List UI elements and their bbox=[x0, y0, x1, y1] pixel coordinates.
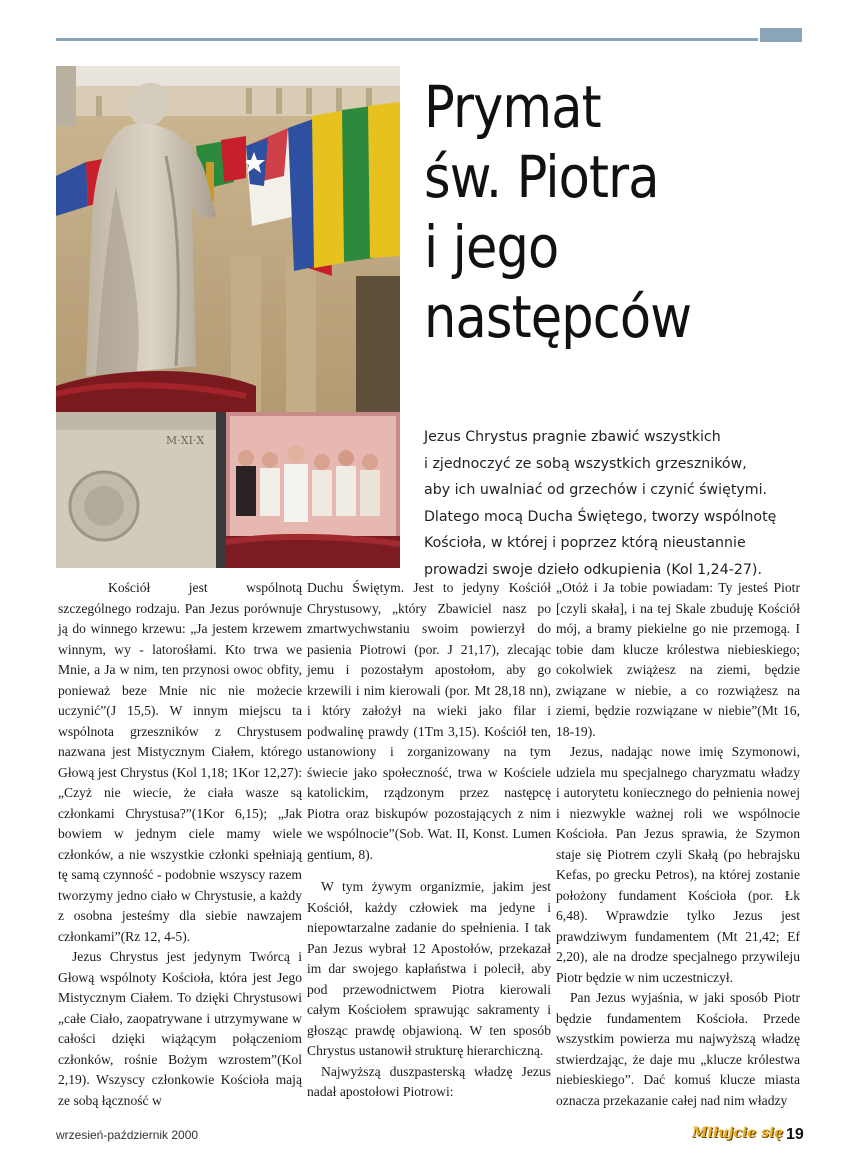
body-column-2 bbox=[307, 578, 551, 1103]
pedestal-inscription: M·XI·X bbox=[166, 434, 205, 447]
issue-date: wrzesień-październik 2000 bbox=[56, 1128, 199, 1142]
article-lead bbox=[424, 424, 804, 584]
title-line: św. Piotra bbox=[424, 143, 659, 211]
photo-st-peter-statue bbox=[56, 66, 400, 568]
magazine-logo: Miłujcie się bbox=[692, 1125, 784, 1141]
top-rule bbox=[56, 38, 758, 41]
title-line: i jego bbox=[424, 213, 559, 281]
paragraph: Najwyższą duszpasterską władzę Jezus nadał apostołowi Piotrowi: bbox=[307, 1063, 551, 1099]
lead-line: Jezus Chrystus pragnie zbawić wszystkich bbox=[424, 429, 721, 445]
paragraph: Kościół jest wspólnotą szczególnego rodzaju. Pan Jezus porównuje ją do winnego krzewu: „Ja jestem krzewem winnym, wy - latorośłami. Kto trwa we Mnie, a Ja w nim, ten przynosi owoc obfity, ponieważ beze Mnie nic nie możecie uczynić”(J 15,5). W innym miejscu ta wspólnota grzeszników z Chrystusem nazwana jest Mistycznym Ciałem, którego Głową jest Chrystus (Kol 1,18; 1Kor 12,27): „Czyż nie wiecie, że ciała wasze są członkami Chrystusa?”(1Kor 6,15); „Jak bowiem w jednym ciele mamy wiele członków, a nie wszystkie członki spełniają tę samą czynność - podobnie wszyscy razem tworzymy jedno ciało w Chrystusie, a każdy z osobna jesteśmy dla siebie nawzajem członkami”(Rz 12, 4-5). bbox=[58, 580, 302, 944]
page-number: 19 bbox=[786, 1126, 804, 1143]
paragraph: Pan Jezus wyjaśnia, w jaki sposób Piotr będzie fundamentem Kościoła. Przede wszystkim powierza mu najwyższą władzę stwierdzając, że daje mu „klucze królestwa niebieskiego”. Dać komuś klucze miasta oznacza przekazanie całej nad nim władzy bbox=[556, 990, 800, 1108]
body-column-3 bbox=[556, 578, 800, 1111]
paragraph: Jezus, nadając nowe imię Szymonowi, udziela mu specjalnego charyzmatu władzy i autorytetu koniecznego do pełnienia nowej i niezwykle ważnej roli we wspólnocie Kościoła. Pan Jezus sprawia, że Szymon staje się Piotrem czyli Skałą (po hebrajsku Kefas, po grecku Petros), na której zostanie położony fundament Kościoła (por. Łk 6,48). Wprawdzie tylko Jezus jest prawdziwym fundamentem (Mt 21,42; Ef 2,20), ale na drodze specjalnego przywileju Piotr będzie w nim uczestniczył. bbox=[556, 744, 800, 985]
lead-line: Dlatego mocą Ducha Świętego, tworzy wspólnotę bbox=[424, 508, 777, 525]
title-line: następców bbox=[424, 283, 692, 351]
top-corner-block bbox=[760, 28, 802, 42]
paragraph: W tym żywym organizmie, jakim jest Kościół, każdy człowiek ma jedyne i niepowtarzalne zadanie do spełnienia. I tak Pan Jezus wybrał 12 Apostołów, przekazał im dar swojego kapłaństwa i polecił, aby pod przewodnictwem Piotra kierowali całym Kościołem sprawując sakramenty i głosząc prawdę objawioną. W ten sposób Chrystus ustanowił strukturę hierarchiczną. bbox=[307, 879, 551, 1058]
lead-line: Kościoła, w której i poprzez którą nieustannie bbox=[424, 535, 746, 552]
title-line: Prymat bbox=[424, 73, 601, 141]
paragraph: „Otóż i Ja tobie powiadam: Ty jesteś Piotr [czyli skała], i na tej Skale zbuduję Kościół mój, a bramy piekielne go nie przemogą. I tobie dam klucze królestwa niebieskiego; cokolwiek zwiążesz na ziemi, będzie związane w niebie, a co rozwiążesz na ziemi, będzie rozwiązane w niebie”(Mt 16, 18-19). bbox=[556, 580, 800, 739]
paragraph: Jezus Chrystus jest jedynym Twórcą i Głową wspólnoty Kościoła, która jest Jego Mistycznym Ciałem. To dzięki Chrystusowi „całe Ciało, zaopatrywane i utrzymywane w całości dzięki wiążącym połączeniom członków, rośnie Bożym wzrostem”(Kol 2,19). Wszyscy członkowie Kościoła mają ze sobą łączność w bbox=[58, 949, 302, 1108]
lead-line: prowadzi swoje dzieło odkupienia (Kol 1,24-27). bbox=[424, 561, 762, 578]
lead-line: i zjednoczyć ze sobą wszystkich grzeszników, bbox=[424, 455, 747, 472]
paragraph: Duchu Świętym. Jest to jedyny Kościół Chrystusowy, „który Zbawiciel nasz po zmartwychwstaniu swoim powierzył do pasienia Piotrowi (por. J 21,17), zlecając jemu i pozostałym apostołom, aby go krzewili i nim kierowali (por. Mt 28,18 nn), i który założył na wieki jako filar i podwalinę prawdy (1Tm 3,15). Kościół ten, ustanowiony i zorganizowany na tym świecie jako społeczność, trwa w Kościele katolickim, rządzonym przez następcę Piotra oraz biskupów pozostających z nim we wspólnocie”(Sob. Wat. II, Konst. Lumen gentium, 8). bbox=[307, 580, 551, 862]
body-column-1 bbox=[58, 578, 302, 1111]
photo-illustration bbox=[56, 66, 400, 568]
lead-line: aby ich uwalniać od grzechów i czynić świętymi. bbox=[424, 482, 768, 499]
article-title bbox=[424, 72, 758, 352]
